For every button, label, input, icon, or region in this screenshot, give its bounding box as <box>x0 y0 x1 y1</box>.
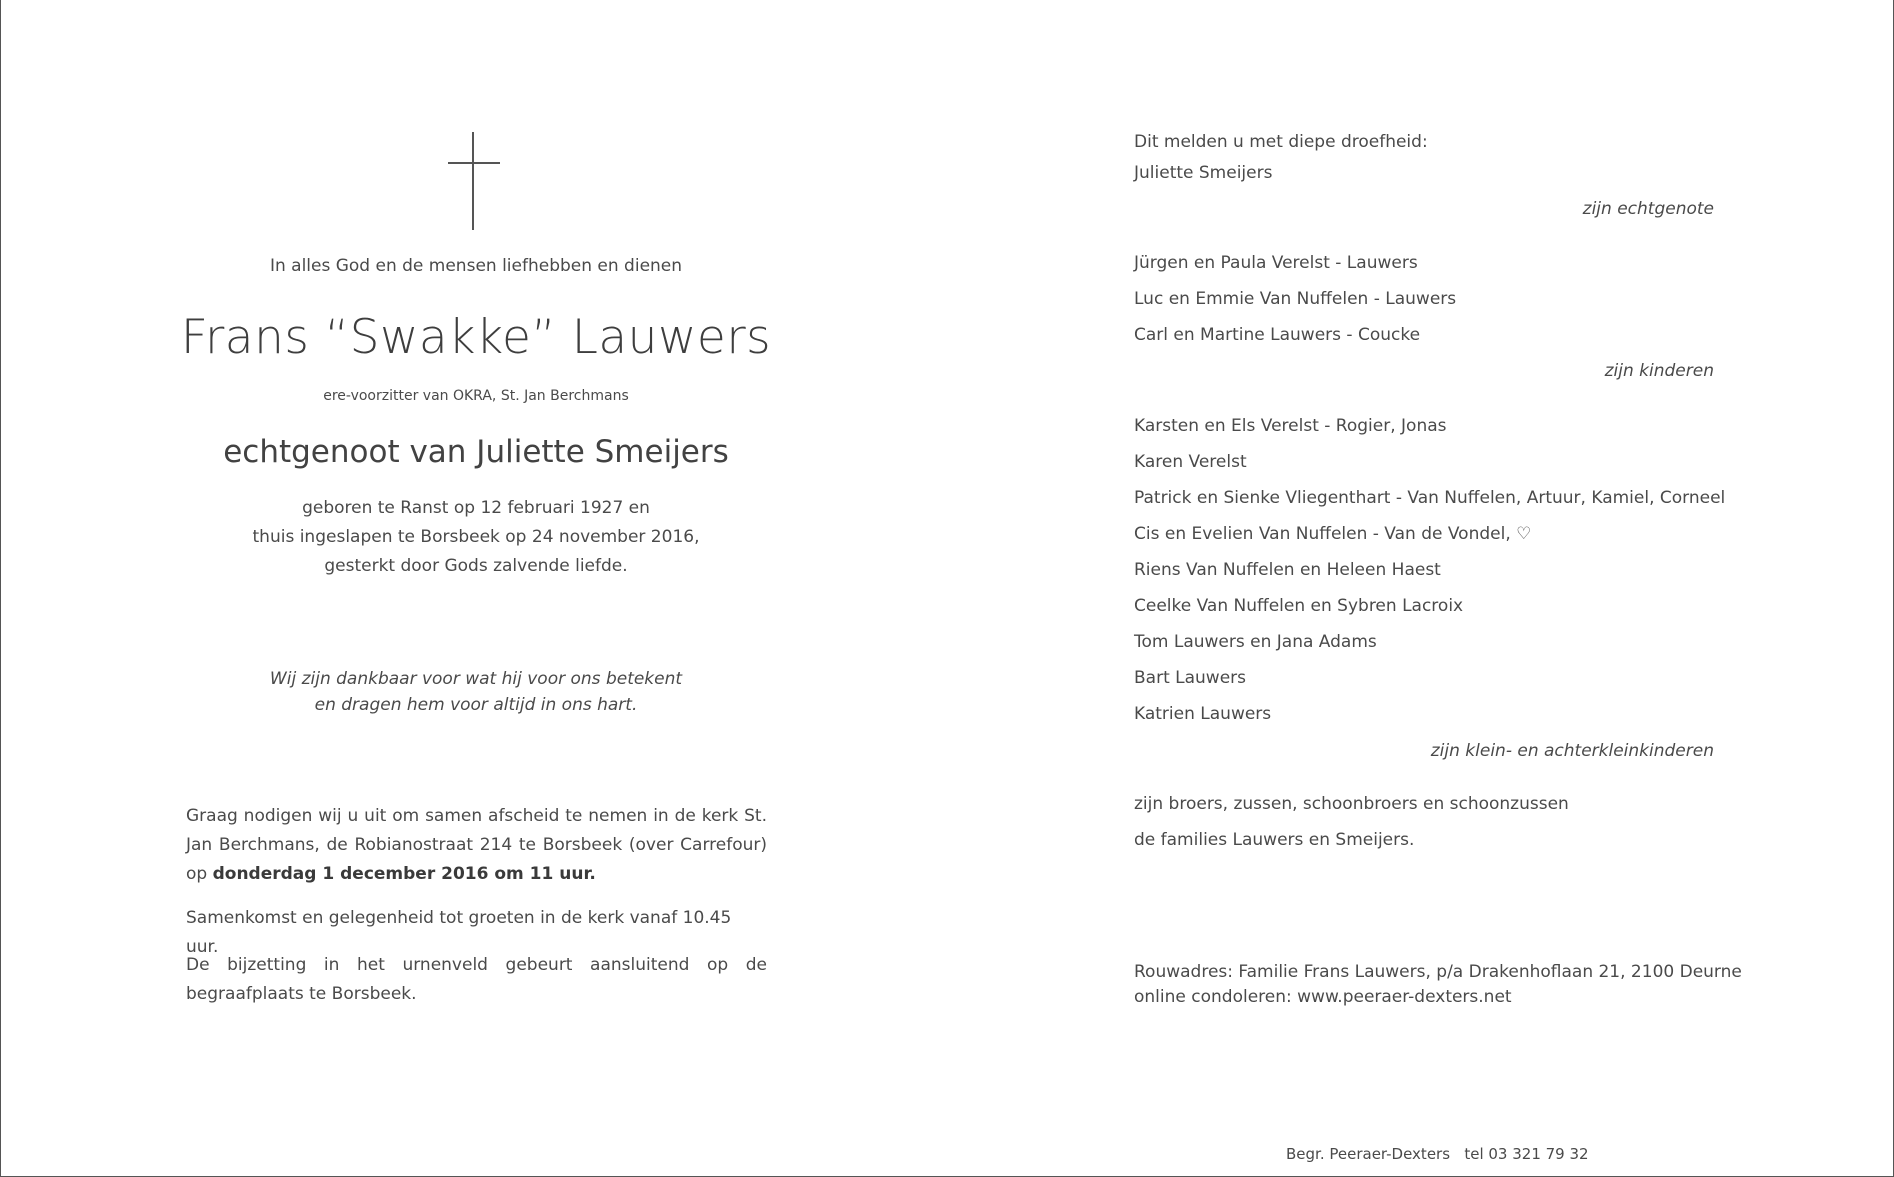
grandchild-item: Bart Lauwers <box>1134 668 1247 688</box>
deceased-name: Frans “Swakke” Lauwers <box>180 310 772 365</box>
grandchild-item: Ceelke Van Nuffelen en Sybren Lacroix <box>1134 596 1464 616</box>
child-item: Jürgen en Paula Verelst - Lauwers <box>1134 253 1418 273</box>
burial-info: De bijzetting in het urnenveld gebeurt aansluitend op de begraafplaats te Borsbeek. <box>186 955 767 1004</box>
birth-death-info <box>136 494 816 581</box>
motto: In alles God en de mensen liefhebben en dienen <box>269 256 683 276</box>
children-role: zijn kinderen <box>1604 361 1714 381</box>
child-item: Luc en Emmie Van Nuffelen - Lauwers <box>1134 289 1457 309</box>
grandchild-item: Karsten en Els Verelst - Rogier, Jonas <box>1134 416 1447 436</box>
siblings-line: zijn broers, zussen, schoonbroers en schoonzussen <box>1134 794 1569 814</box>
mourning-address: Rouwadres: Familie Frans Lauwers, p/a Drakenhoflaan 21, 2100 Deurne <box>1134 962 1742 982</box>
funeral-invitation <box>186 802 767 889</box>
child-item: Carl en Martine Lauwers - Coucke <box>1134 325 1421 345</box>
remembrance-quote <box>136 666 816 718</box>
families-line: de families Lauwers en Smeijers. <box>1134 830 1415 850</box>
online-condolence: online condoleren: www.peeraer-dexters.net <box>1134 987 1512 1007</box>
grandchild-item: Tom Lauwers en Jana Adams <box>1134 632 1377 652</box>
quote-line: Wij zijn dankbaar voor wat hij voor ons betekent <box>269 669 683 689</box>
born-line: gesterkt door Gods zalvende liefde. <box>324 556 628 576</box>
funeral-home-phone: tel 03 321 79 32 <box>1464 1145 1589 1163</box>
spouse-role: zijn echtgenote <box>1582 199 1714 219</box>
grandchild-item: Riens Van Nuffelen en Heleen Haest <box>1134 560 1441 580</box>
cross-icon <box>448 132 500 230</box>
grandchild-item: Katrien Lauwers <box>1134 704 1272 724</box>
funeral-home-name: Begr. Peeraer-Dexters <box>1286 1145 1451 1163</box>
spouse-line: echtgenoot van Juliette Smeijers <box>223 434 729 470</box>
quote-line: en dragen hem voor altijd in ons hart. <box>314 695 638 715</box>
funeral-date: donderdag 1 december 2016 om 11 uur. <box>212 864 596 884</box>
intro-line: Dit melden u met diepe droefheid: <box>1134 132 1428 152</box>
invitation-text: Graag nodigen wij u uit om samen afscheid te nemen in de kerk St. Jan Berchmans, de Robianostraat 214 te Borsbeek (over Carrefour) op <box>186 806 767 884</box>
born-line: thuis ingeslapen te Borsbeek op 24 november 2016, <box>252 527 700 547</box>
meeting-info: Samenkomst en gelegenheid tot groeten in de kerk vanaf 10.45 uur. <box>186 908 732 957</box>
born-line: geboren te Ranst op 12 februari 1927 en <box>302 498 650 518</box>
honorary-title: ere-voorzitter van OKRA, St. Jan Berchmans <box>323 388 629 404</box>
spouse-name: Juliette Smeijers <box>1134 163 1273 183</box>
grandchild-item: Patrick en Sienke Vliegenthart - Van Nuffelen, Artuur, Kamiel, Corneel <box>1134 488 1726 508</box>
grandchild-item: Cis en Evelien Van Nuffelen - Van de Vondel, ♡ <box>1134 524 1532 544</box>
funeral-home-footer <box>1286 1145 1589 1163</box>
grandchild-item: Karen Verelst <box>1134 452 1247 472</box>
grandchildren-role: zijn klein- en achterkleinkinderen <box>1430 741 1714 761</box>
